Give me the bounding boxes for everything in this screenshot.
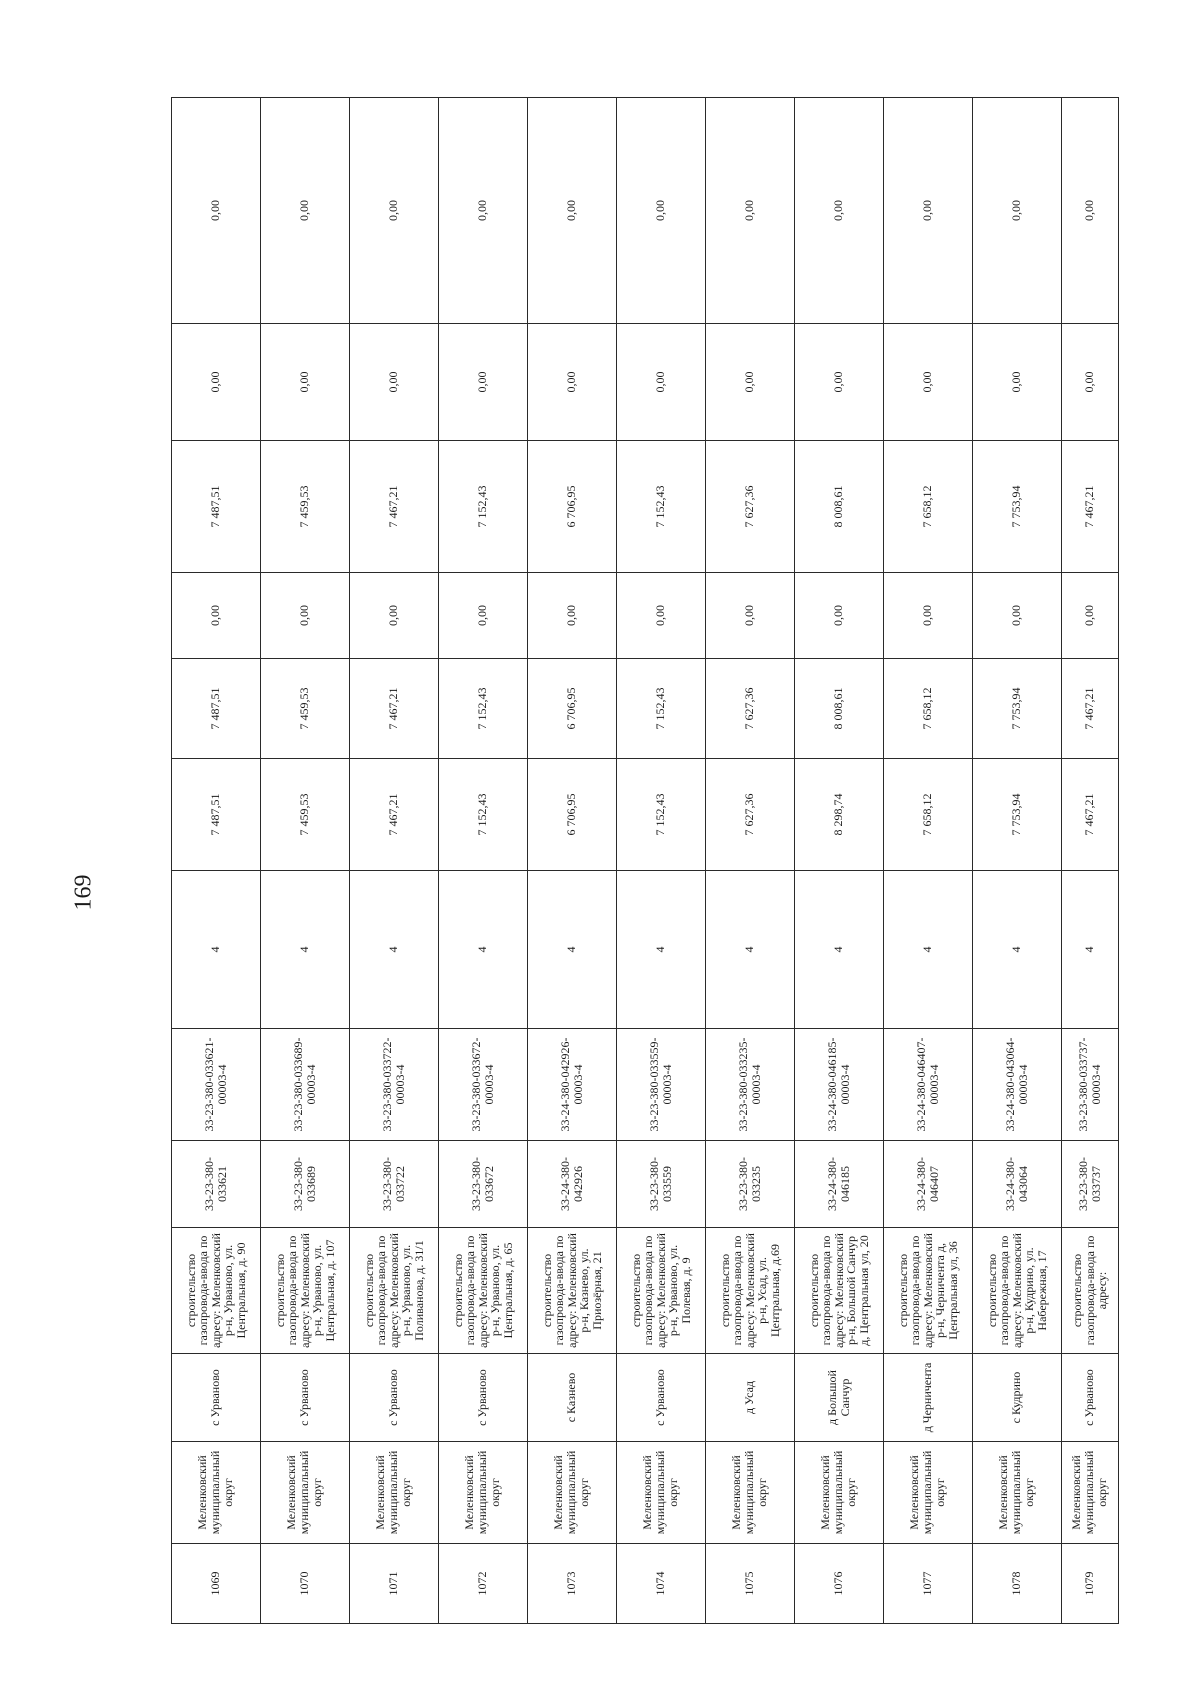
data-table [171,97,1119,1624]
category-cell: 4 [972,871,1061,1029]
description-cell: строительство газопровода-ввода по адресу: Меленковский р-н, Казнево, ул. Приозёрная, 21 [527,1228,616,1354]
value-5-cell: 0,00 [527,324,616,441]
object-code-cell: 33-23-380-033672 [438,1141,527,1228]
category-cell: 4 [705,871,794,1029]
value-2-cell: 7 467,21 [1061,659,1118,759]
settlement-cell: с Кудрино [972,1354,1061,1442]
object-code-cell: 33-23-380-033689 [260,1141,349,1228]
value-4-cell: 7 627,36 [705,441,794,573]
table-row [705,98,794,1624]
district-cell: Меленковский муниципальный округ [172,1442,261,1544]
value-4-cell: 7 753,94 [972,441,1061,573]
table-row [883,98,972,1624]
district-cell: Меленковский муниципальный округ [883,1442,972,1544]
page-number: 169 [70,874,97,910]
value-3-cell: 0,00 [527,573,616,659]
row-number-cell: 1073 [527,1544,616,1624]
full-code-cell: 33-24-380-046407-00003-4 [883,1029,972,1141]
value-2-cell: 6 706,95 [527,659,616,759]
value-6-cell: 0,00 [172,98,261,324]
value-6-cell: 0,00 [438,98,527,324]
value-3-cell: 0,00 [705,573,794,659]
value-5-cell: 0,00 [705,324,794,441]
value-3-cell: 0,00 [1061,573,1118,659]
table-row [794,98,883,1624]
full-code-cell: 33-23-380-033737-00003-4 [1061,1029,1118,1141]
description-cell: строительство газопровода-ввода по адресу: Меленковский р-н, Урваново, ул. Центральная, д. 65 [438,1228,527,1354]
object-code-cell: 33-24-380-046407 [883,1141,972,1228]
row-number-cell: 1079 [1061,1544,1118,1624]
settlement-cell: с Урваново [438,1354,527,1442]
object-code-cell: 33-24-380-043064 [972,1141,1061,1228]
value-3-cell: 0,00 [260,573,349,659]
category-cell: 4 [172,871,261,1029]
value-5-cell: 0,00 [883,324,972,441]
full-code-cell: 33-23-380-033689-00003-4 [260,1029,349,1141]
full-code-cell: 33-23-380-033559-00003-4 [616,1029,705,1141]
value-6-cell: 0,00 [349,98,438,324]
district-cell: Меленковский муниципальный округ [349,1442,438,1544]
district-cell: Меленковский муниципальный округ [438,1442,527,1544]
value-1-cell: 7 467,21 [349,759,438,871]
table-row [616,98,705,1624]
value-5-cell: 0,00 [1061,324,1118,441]
category-cell: 4 [794,871,883,1029]
category-cell: 4 [438,871,527,1029]
district-cell: Меленковский муниципальный округ [972,1442,1061,1544]
description-cell: строительство газопровода-ввода по адресу: Меленковский р-н, Урваново, ул. Поливанова, д. 31/1 [349,1228,438,1354]
value-5-cell: 0,00 [972,324,1061,441]
full-code-cell: 33-24-380-043064-00003-4 [972,1029,1061,1141]
value-3-cell: 0,00 [438,573,527,659]
value-3-cell: 0,00 [349,573,438,659]
description-cell: строительство газопровода-ввода по адресу: Меленковский р-н, Кудрино, ул. Набережная, 17 [972,1228,1061,1354]
value-1-cell: 7 627,36 [705,759,794,871]
description-cell: строительство газопровода-ввода по адресу: Меленковский р-н, Урваново, ул. Полевая, д. 9 [616,1228,705,1354]
value-2-cell: 7 152,43 [616,659,705,759]
value-5-cell: 0,00 [794,324,883,441]
settlement-cell: с Урваново [616,1354,705,1442]
settlement-cell: д Усад [705,1354,794,1442]
table-row [260,98,349,1624]
category-cell: 4 [527,871,616,1029]
value-5-cell: 0,00 [260,324,349,441]
value-3-cell: 0,00 [616,573,705,659]
table-row [527,98,616,1624]
value-2-cell: 7 658,12 [883,659,972,759]
value-5-cell: 0,00 [438,324,527,441]
value-6-cell: 0,00 [260,98,349,324]
value-3-cell: 0,00 [172,573,261,659]
value-6-cell: 0,00 [883,98,972,324]
value-2-cell: 7 487,51 [172,659,261,759]
object-code-cell: 33-23-380-033621 [172,1141,261,1228]
value-4-cell: 7 467,21 [1061,441,1118,573]
category-cell: 4 [1061,871,1118,1029]
object-code-cell: 33-23-380-033235 [705,1141,794,1228]
row-number-cell: 1077 [883,1544,972,1624]
value-5-cell: 0,00 [616,324,705,441]
description-cell: строительство газопровода-ввода по адресу: Меленковский р-н, Черничента д, Центральная ул, 36 [883,1228,972,1354]
category-cell: 4 [616,871,705,1029]
row-number-cell: 1076 [794,1544,883,1624]
table-container [171,98,1119,1624]
settlement-cell: с Урваново [172,1354,261,1442]
district-cell: Меленковский муниципальный округ [1061,1442,1118,1544]
row-number-cell: 1071 [349,1544,438,1624]
table-row [1061,98,1118,1624]
settlement-cell: д Большой Санчур [794,1354,883,1442]
value-2-cell: 7 467,21 [349,659,438,759]
full-code-cell: 33-23-380-033672-00003-4 [438,1029,527,1141]
category-cell: 4 [883,871,972,1029]
object-code-cell: 33-23-380-033559 [616,1141,705,1228]
value-1-cell: 7 658,12 [883,759,972,871]
value-1-cell: 8 298,74 [794,759,883,871]
settlement-cell: с Казнево [527,1354,616,1442]
full-code-cell: 33-23-380-033235-00003-4 [705,1029,794,1141]
description-cell: строительство газопровода-ввода по адресу: Меленковский р-н, Большой Санчур д, Центральная ул, 20 [794,1228,883,1354]
district-cell: Меленковский муниципальный округ [616,1442,705,1544]
row-number-cell: 1070 [260,1544,349,1624]
object-code-cell: 33-23-380-033722 [349,1141,438,1228]
row-number-cell: 1072 [438,1544,527,1624]
value-1-cell: 7 152,43 [616,759,705,871]
row-number-cell: 1075 [705,1544,794,1624]
table-row [349,98,438,1624]
value-1-cell: 7 753,94 [972,759,1061,871]
value-6-cell: 0,00 [972,98,1061,324]
row-number-cell: 1074 [616,1544,705,1624]
object-code-cell: 33-24-380-046185 [794,1141,883,1228]
settlement-cell: с Урваново [260,1354,349,1442]
value-3-cell: 0,00 [972,573,1061,659]
description-cell: строительство газопровода-ввода по адресу: Меленковский р-н, Урваново, ул. Центральная, д. 107 [260,1228,349,1354]
full-code-cell: 33-23-380-033722-00003-4 [349,1029,438,1141]
value-1-cell: 7 467,21 [1061,759,1118,871]
value-4-cell: 7 658,12 [883,441,972,573]
value-2-cell: 8 008,61 [794,659,883,759]
row-number-cell: 1078 [972,1544,1061,1624]
value-2-cell: 7 459,53 [260,659,349,759]
value-4-cell: 6 706,95 [527,441,616,573]
full-code-cell: 33-24-380-046185-00003-4 [794,1029,883,1141]
settlement-cell: д Черничента [883,1354,972,1442]
value-4-cell: 7 152,43 [616,441,705,573]
value-5-cell: 0,00 [172,324,261,441]
value-4-cell: 7 459,53 [260,441,349,573]
full-code-cell: 33-23-380-033621-00003-4 [172,1029,261,1141]
value-2-cell: 7 627,36 [705,659,794,759]
value-3-cell: 0,00 [883,573,972,659]
district-cell: Меленковский муниципальный округ [527,1442,616,1544]
value-2-cell: 7 152,43 [438,659,527,759]
value-2-cell: 7 753,94 [972,659,1061,759]
description-cell: строительство газопровода-ввода по адресу: Меленковский р-н, Усад, ул. Центральная, д.69 [705,1228,794,1354]
table-row [438,98,527,1624]
value-1-cell: 7 459,53 [260,759,349,871]
settlement-cell: с Урваново [349,1354,438,1442]
value-1-cell: 7 487,51 [172,759,261,871]
district-cell: Меленковский муниципальный округ [705,1442,794,1544]
value-4-cell: 7 152,43 [438,441,527,573]
value-6-cell: 0,00 [616,98,705,324]
value-4-cell: 7 467,21 [349,441,438,573]
table-body [172,98,1119,1624]
value-6-cell: 0,00 [705,98,794,324]
row-number-cell: 1069 [172,1544,261,1624]
settlement-cell: с Урваново [1061,1354,1118,1442]
value-1-cell: 6 706,95 [527,759,616,871]
value-6-cell: 0,00 [527,98,616,324]
object-code-cell: 33-24-380-042926 [527,1141,616,1228]
description-cell: строительство газопровода-ввода по адресу: [1061,1228,1118,1354]
value-6-cell: 0,00 [1061,98,1118,324]
value-3-cell: 0,00 [794,573,883,659]
category-cell: 4 [349,871,438,1029]
category-cell: 4 [260,871,349,1029]
district-cell: Меленковский муниципальный округ [794,1442,883,1544]
full-code-cell: 33-24-380-042926-00003-4 [527,1029,616,1141]
value-6-cell: 0,00 [794,98,883,324]
table-row [972,98,1061,1624]
description-cell: строительство газопровода-ввода по адресу: Меленковский р-н, Урваново, ул. Центральная, д. 90 [172,1228,261,1354]
object-code-cell: 33-23-380-033737 [1061,1141,1118,1228]
value-1-cell: 7 152,43 [438,759,527,871]
table-row [172,98,261,1624]
value-4-cell: 7 487,51 [172,441,261,573]
value-4-cell: 8 008,61 [794,441,883,573]
value-5-cell: 0,00 [349,324,438,441]
district-cell: Меленковский муниципальный округ [260,1442,349,1544]
